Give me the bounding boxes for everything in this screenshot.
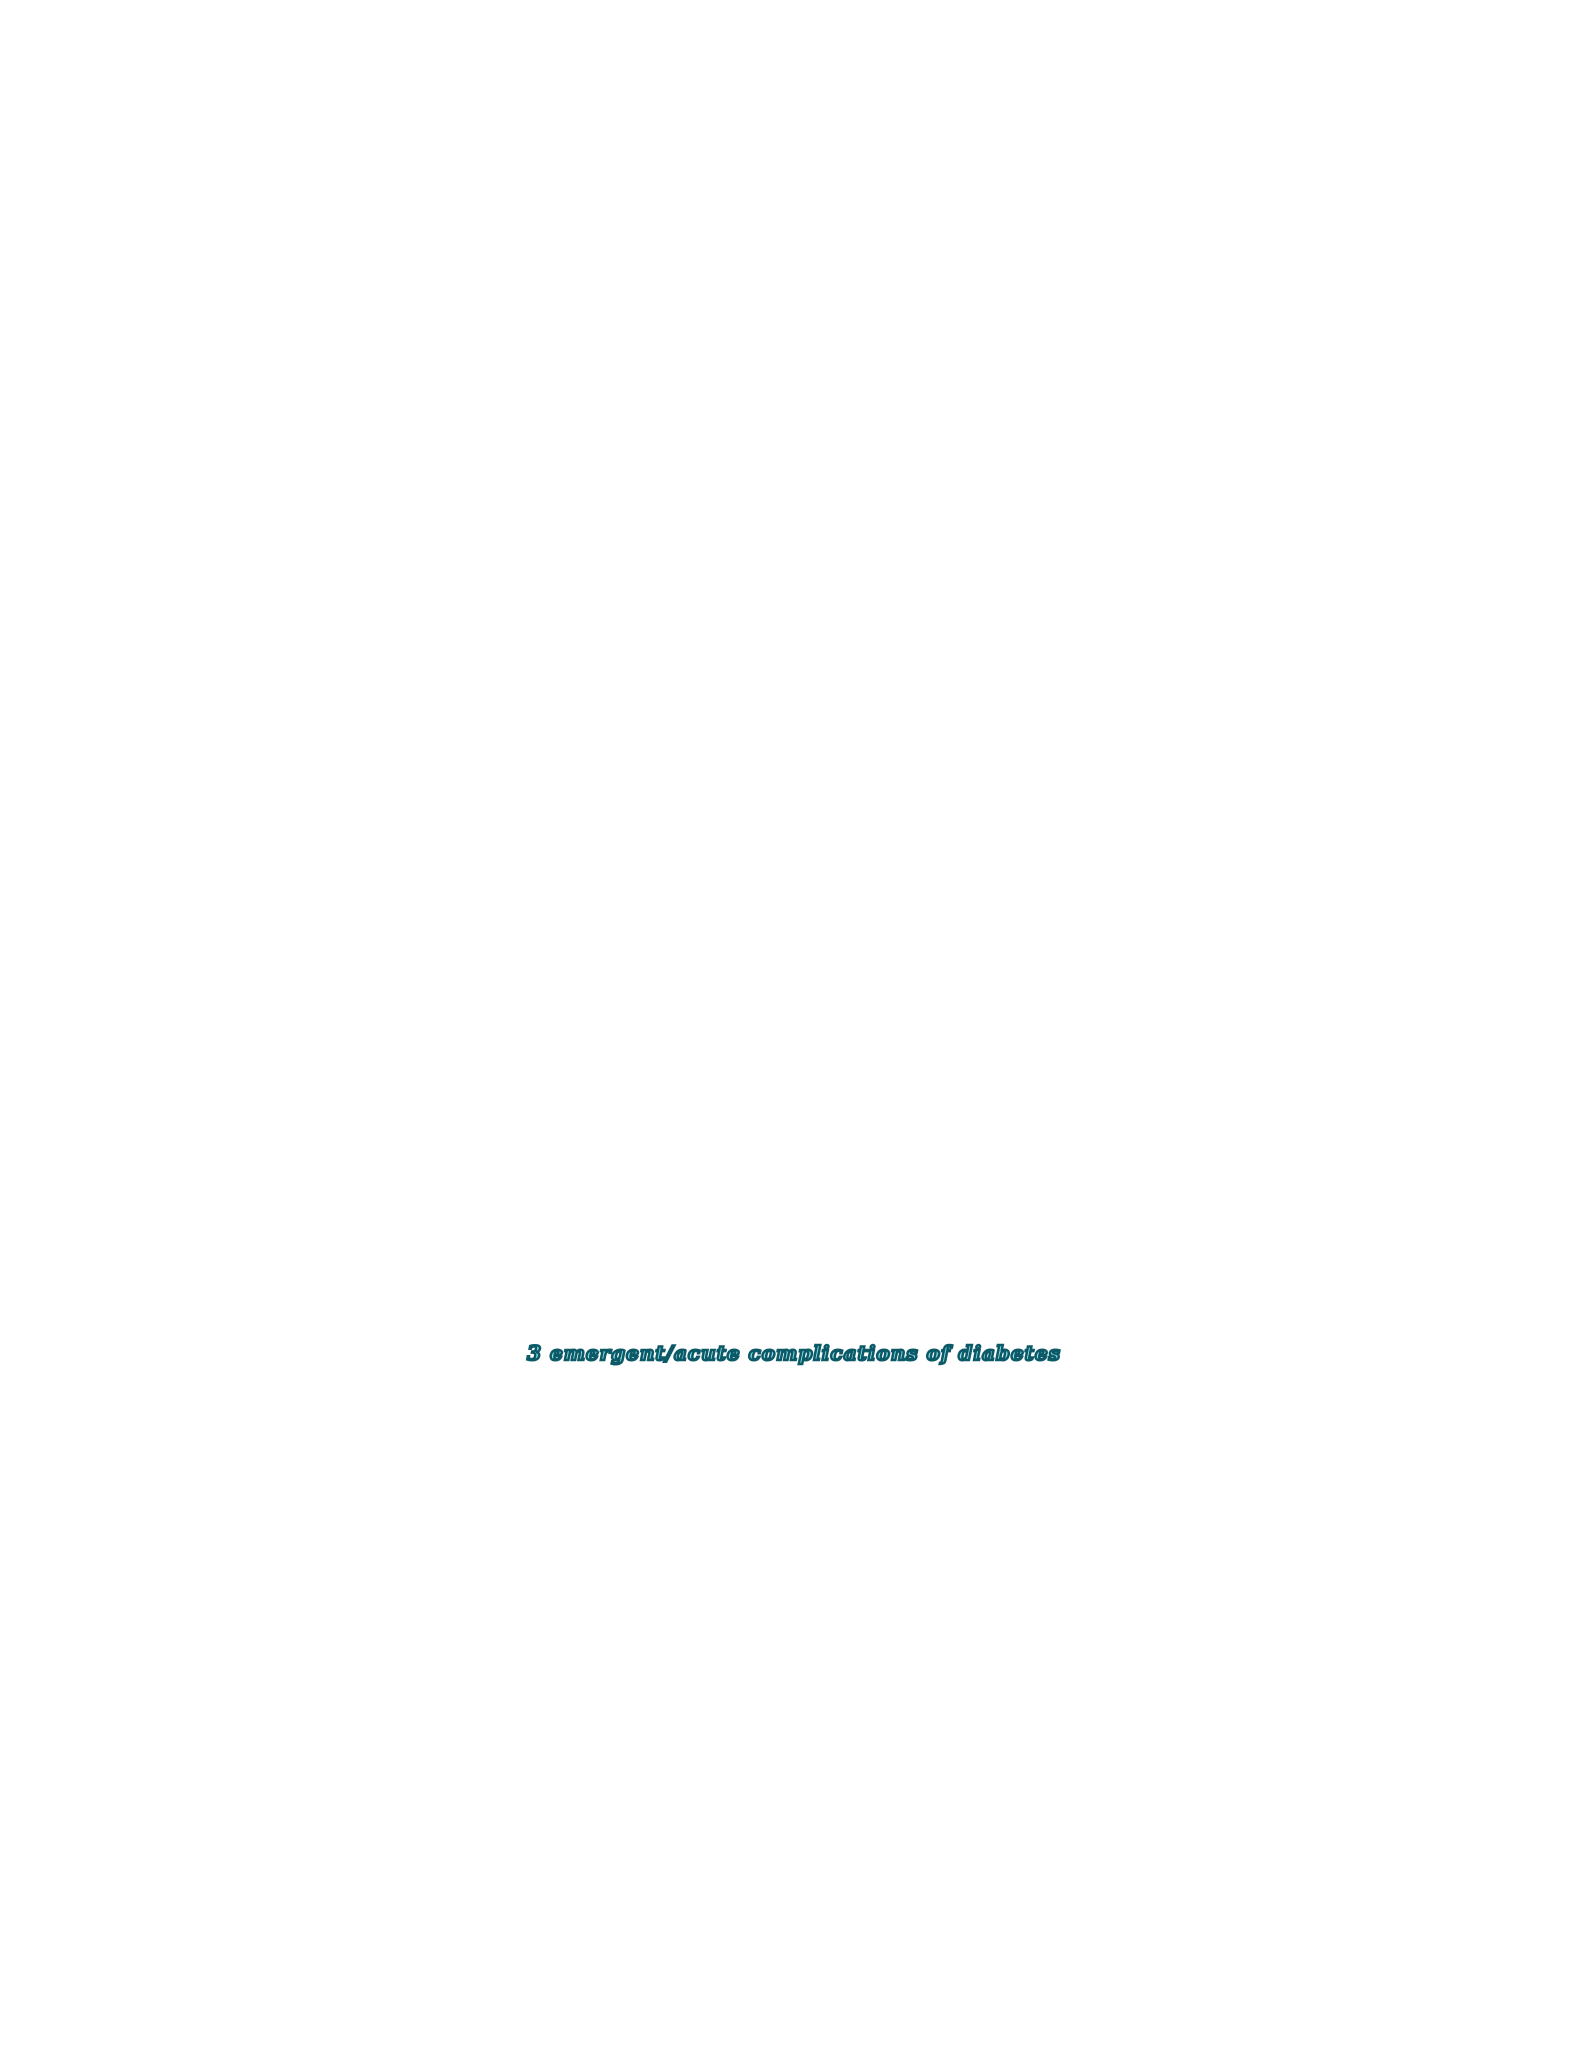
hhs-line-3 bbox=[0, 1690, 1588, 1732]
ffa-line-2 bbox=[0, 863, 1588, 905]
mechanisms-line-1 bbox=[0, 492, 1588, 534]
dka-line-4 bbox=[0, 1529, 1588, 1571]
lack-line-3 bbox=[0, 677, 1588, 719]
hypo-line-1 bbox=[0, 1810, 1588, 1852]
factors-line-3 bbox=[0, 1194, 1588, 1236]
ffa-line-4 bbox=[0, 944, 1588, 986]
lack-line-4 bbox=[0, 718, 1588, 760]
hhs-line-2 bbox=[0, 1649, 1588, 1691]
gluconeogenesis-line bbox=[0, 427, 1588, 469]
produces-line bbox=[0, 135, 1588, 177]
hhs-line-4 bbox=[0, 1730, 1588, 1772]
dka-line-2 bbox=[0, 1448, 1588, 1490]
ketogenesis-line-2 bbox=[0, 377, 1588, 419]
hhs-line-1 bbox=[0, 1609, 1588, 1651]
hydrogen-line-1 bbox=[0, 1009, 1588, 1051]
fat-protein-line bbox=[0, 758, 1588, 800]
hydrogen-line-2 bbox=[0, 1049, 1588, 1091]
ffa-line-1 bbox=[0, 823, 1588, 865]
factors-line-2 bbox=[0, 1154, 1588, 1196]
liver-heading bbox=[0, 70, 1588, 112]
ffa-line-3 bbox=[0, 904, 1588, 946]
lack-line-1 bbox=[0, 596, 1588, 638]
complications-title: 3 emergent/acute complications of diabetes bbox=[527, 1341, 1061, 1365]
dka-line-3 bbox=[0, 1489, 1588, 1531]
dka-line-1 bbox=[0, 1408, 1588, 1450]
fruity-line bbox=[0, 1250, 1588, 1292]
lack-line-2 bbox=[0, 637, 1588, 679]
increases-line bbox=[0, 273, 1588, 315]
ketogenesis-line bbox=[0, 337, 1588, 379]
mechanisms-line-2 bbox=[0, 532, 1588, 574]
factors-line-1 bbox=[0, 1114, 1588, 1156]
hypo-line-2 bbox=[0, 1851, 1588, 1893]
inhibits-line bbox=[0, 184, 1588, 226]
inhibits-line-2 bbox=[0, 224, 1588, 266]
